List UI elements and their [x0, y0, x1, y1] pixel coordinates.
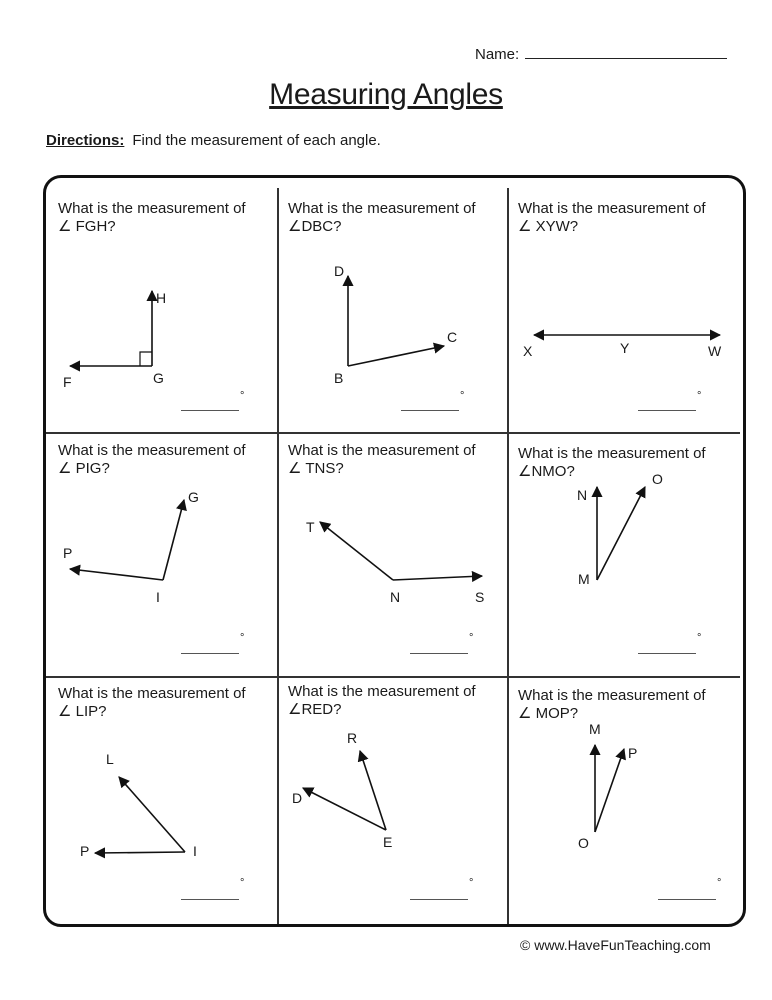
answer-blank-9[interactable] — [658, 899, 716, 900]
question-4 — [58, 442, 246, 478]
point-label: E — [383, 834, 393, 850]
question-1 — [58, 200, 246, 236]
answer-blank-7[interactable] — [181, 899, 239, 900]
copyright-footer: © www.HaveFunTeaching.com — [520, 937, 711, 953]
angle-icon: ∠ — [58, 218, 72, 235]
question-8 — [288, 683, 476, 719]
directions-label: Directions: — [46, 132, 125, 149]
name-label: Name: — [475, 46, 520, 63]
degree-symbol: ° — [469, 632, 474, 644]
ray-op — [595, 749, 624, 832]
question-8-prefix: What is the measurement of — [288, 683, 476, 700]
angle-icon: ∠ — [288, 460, 302, 477]
question-6-angle: NMO? — [531, 463, 575, 480]
question-9-angle: MOP? — [535, 705, 579, 722]
question-5-prefix: What is the measurement of — [288, 442, 476, 459]
point-label: D — [292, 790, 303, 806]
answer-blank-3[interactable] — [638, 410, 696, 411]
answer-blank-4[interactable] — [181, 653, 239, 654]
answer-blank-5[interactable] — [410, 653, 468, 654]
question-3-angle: XYW? — [535, 218, 579, 235]
point-label: X — [523, 343, 533, 359]
answer-blank-2[interactable] — [401, 410, 459, 411]
degree-symbol: ° — [697, 632, 702, 644]
ray-bc — [348, 346, 444, 366]
point-label: D — [334, 263, 345, 279]
question-4-angle: PIG? — [75, 460, 110, 477]
point-label: G — [153, 370, 164, 386]
ray-il — [119, 777, 185, 852]
ray-ns — [393, 576, 482, 580]
degree-symbol: ° — [469, 877, 474, 889]
question-5 — [288, 442, 476, 478]
degree-symbol: ° — [240, 632, 245, 644]
question-6 — [518, 445, 706, 481]
angle-icon: ∠ — [518, 218, 532, 235]
point-label: I — [193, 843, 197, 859]
degree-symbol: ° — [240, 877, 245, 889]
answer-blank-8[interactable] — [410, 899, 468, 900]
question-2-prefix: What is the measurement of — [288, 200, 476, 217]
degree-symbol: ° — [697, 390, 702, 402]
question-2-angle: DBC? — [301, 218, 342, 235]
point-label: L — [106, 751, 114, 767]
point-label: H — [156, 290, 167, 306]
directions-text: Find the measurement of each angle. — [132, 132, 381, 149]
point-label: G — [188, 489, 199, 505]
ray-ig — [163, 500, 184, 580]
point-label: F — [63, 374, 72, 390]
answer-blank-1[interactable] — [181, 410, 239, 411]
point-label: P — [63, 545, 73, 561]
ray-ip — [70, 569, 163, 580]
point-label: B — [334, 370, 344, 386]
degree-symbol: ° — [460, 390, 465, 402]
ray-nt — [320, 522, 393, 580]
point-label: M — [578, 571, 590, 587]
angle-icon: ∠ — [518, 463, 532, 480]
question-1-prefix: What is the measurement of — [58, 200, 246, 217]
degree-symbol: ° — [240, 390, 245, 402]
question-7-prefix: What is the measurement of — [58, 685, 246, 702]
answer-blank-6[interactable] — [638, 653, 696, 654]
question-4-prefix: What is the measurement of — [58, 442, 246, 459]
question-3-prefix: What is the measurement of — [518, 200, 706, 217]
angle-icon: ∠ — [58, 703, 72, 720]
point-label: T — [306, 519, 315, 535]
question-2 — [288, 200, 476, 236]
point-label: I — [156, 589, 160, 605]
point-label: Y — [620, 340, 630, 356]
point-label: N — [390, 589, 401, 605]
question-7 — [58, 685, 246, 721]
point-label: P — [80, 843, 90, 859]
question-5-angle: TNS? — [305, 460, 344, 477]
angle-icon: ∠ — [58, 460, 72, 477]
degree-symbol: ° — [717, 877, 722, 889]
point-label: O — [652, 471, 663, 487]
question-8-angle: RED? — [301, 701, 342, 718]
question-7-angle: LIP? — [75, 703, 107, 720]
angle-icon: ∠ — [288, 701, 302, 718]
question-9-prefix: What is the measurement of — [518, 687, 706, 704]
point-label: P — [628, 745, 638, 761]
point-label: O — [578, 835, 589, 851]
right-angle-mark — [140, 352, 152, 366]
question-6-prefix: What is the measurement of — [518, 445, 706, 462]
angle-icon: ∠ — [518, 705, 532, 722]
point-label: C — [447, 329, 458, 345]
ray-mo — [597, 487, 645, 580]
question-3 — [518, 200, 706, 236]
ray-ip-2 — [95, 852, 185, 853]
question-1-angle: FGH? — [75, 218, 116, 235]
question-9 — [518, 687, 706, 723]
point-label: S — [475, 589, 485, 605]
point-label: R — [347, 730, 358, 746]
angle-icon: ∠ — [288, 218, 302, 235]
page-title: Measuring Angles — [269, 78, 503, 111]
point-label: M — [589, 721, 601, 737]
point-label: W — [708, 343, 722, 359]
point-label: N — [577, 487, 588, 503]
